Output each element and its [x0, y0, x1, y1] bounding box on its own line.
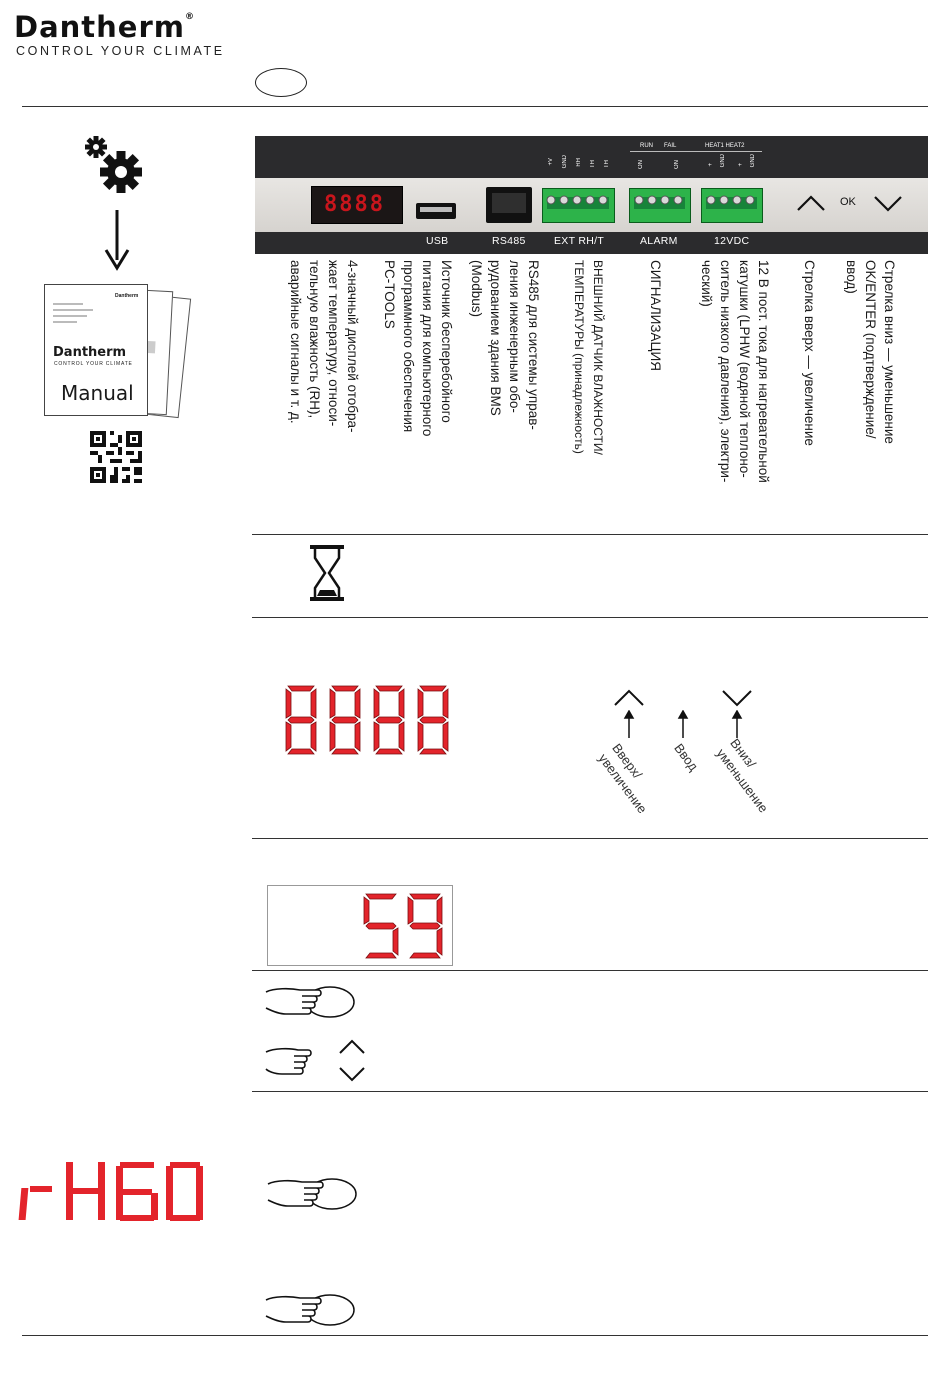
display-8888 [282, 684, 454, 756]
pin-label-ext-2: GND [562, 155, 568, 169]
legend-display: 4-значный дисплей отобра- жает температуру, относи- тельную влажность (RH), аварийные сигналы и т. д. [288, 260, 360, 433]
legend-rs485: RS485 для системы управ- ления инженерным обо- рудованием здания BMS (Modbus) [469, 260, 541, 430]
legend-ext-sensor: ВНЕШНИЙ ДАТЧИК ВЛАЖНОСТИ/ ТЕМПЕРАТУРЫ (принадлежность) [572, 260, 605, 455]
enter-label: Ввод [671, 740, 702, 774]
setpoint-display-frame [267, 885, 453, 966]
pin-label-ext-1: +V [548, 158, 554, 166]
terminal-screws [540, 186, 764, 224]
heat-label: HEAT1 HEAT2 [705, 143, 745, 149]
panel-ok-button[interactable]: OK [840, 196, 856, 208]
manual-tagline: CONTROL YOUR CLIMATE [54, 361, 133, 367]
hand-press-icon [262, 980, 358, 1024]
hourglass-icon [308, 544, 346, 602]
gear-icon [84, 134, 150, 196]
manual-cover [44, 284, 148, 416]
pin-label-alarm-2: ON [674, 160, 680, 169]
qr-code-icon [90, 431, 142, 483]
manual-brand: Dantherm [53, 345, 127, 360]
pin-label-vdc-1: + [708, 163, 714, 167]
brand-name: Dantherm [14, 10, 185, 44]
footer-divider [22, 1335, 928, 1336]
vdc-label: 12VDC [714, 235, 750, 247]
down-chevron-icon [721, 688, 753, 708]
pin-label-ext-4: TH [590, 160, 596, 168]
up-increase-label: Вверх/ увеличение [595, 740, 651, 817]
manual-label: Manual [61, 381, 134, 405]
section-divider-1 [252, 534, 928, 535]
rs485-port[interactable] [486, 187, 532, 223]
alarm-label: ALARM [640, 235, 678, 247]
rh60-display [18, 1158, 204, 1226]
ext-label: EXT RH/T [554, 235, 605, 247]
usb-port[interactable] [416, 203, 456, 219]
pin-label-vdc-2: GND [720, 154, 726, 168]
manual-corner-logo: Dantherm [115, 293, 139, 299]
run-label: RUN [640, 143, 653, 149]
usb-label: USB [426, 235, 449, 247]
hand-press-icon-3 [262, 1288, 358, 1332]
hand-press-icon-2 [264, 1172, 360, 1216]
pin-label-ext-5: TH [604, 160, 610, 168]
pin-label-alarm-1: ON [638, 160, 644, 169]
legend-ok-down: Стрелка вниз — уменьшение OK/ENTER (подтверждение/ ввод) [844, 260, 897, 444]
up-down-chevrons-icon [337, 1036, 367, 1086]
rs485-label: RS485 [492, 235, 526, 247]
pointer-arrows [620, 710, 750, 740]
manual-booklet [44, 282, 194, 422]
arrow-down-icon [104, 210, 130, 272]
heat-label-underline [630, 151, 762, 152]
brand-tagline: CONTROL YOUR CLIMATE [16, 44, 225, 58]
section-divider-2 [252, 617, 928, 618]
legend-up: Стрелка вверх — увеличение [802, 260, 817, 446]
panel-down-button[interactable] [873, 193, 903, 213]
header-divider [22, 106, 928, 107]
header-button-oval [255, 68, 307, 97]
brand-logo [14, 10, 195, 44]
section-divider-3 [252, 838, 928, 839]
down-decrease-label: Вниз/ уменьшение [713, 735, 772, 816]
pin-label-vdc-3: + [738, 163, 744, 167]
legend-usb: Источник бесперебойного питания для компьютерного программного обеспечения PC-TOOLS [382, 260, 454, 437]
setpoint-digits [360, 892, 448, 960]
hand-point-icon [262, 1044, 312, 1080]
legend-12vdc: 12 В пост. тока для нагревательной катушки (LPHW (водяной теплоно- ситель низкого давления), электри- ческий) [699, 260, 771, 483]
registered-mark: ® [184, 12, 195, 22]
pin-label-ext-3: RH [576, 158, 582, 167]
up-chevron-icon [613, 688, 645, 708]
panel-up-button[interactable] [796, 193, 826, 213]
section-divider-4 [252, 970, 928, 971]
section-divider-5 [252, 1091, 928, 1092]
pin-label-vdc-4: GND [750, 154, 756, 168]
panel-display [311, 186, 403, 224]
fail-label: FAIL [664, 143, 677, 149]
panel-display-digits: 8888 [324, 192, 385, 217]
legend-alarm: СИГНАЛИЗАЦИЯ [648, 260, 663, 371]
